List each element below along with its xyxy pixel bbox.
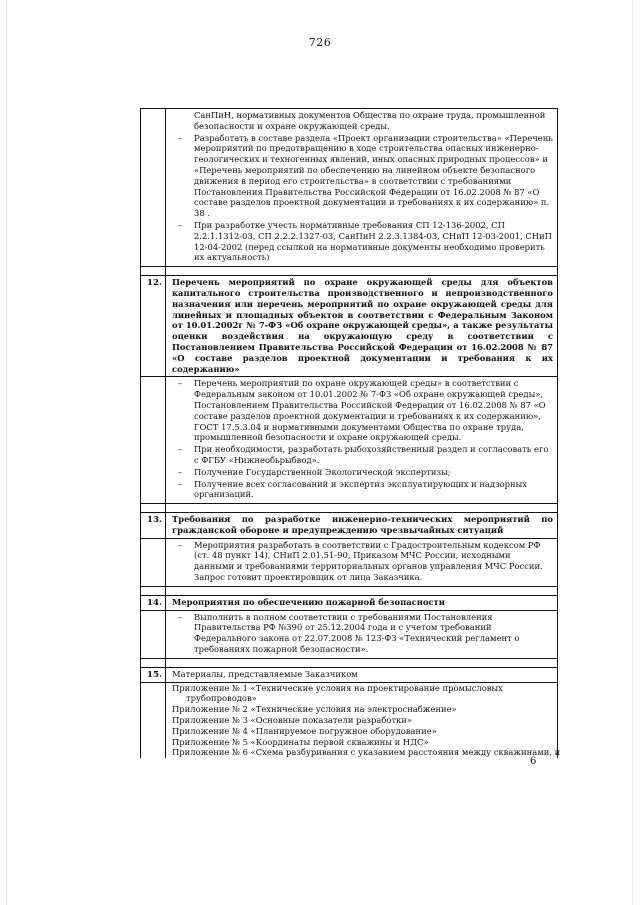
row-content (166, 611, 557, 658)
appendix-item: Приложение № 1 «Технические условия на проектирование промысловых (172, 682, 503, 693)
section-14-header (141, 596, 557, 610)
list-item (172, 467, 553, 478)
bullet-text: Разработать в составе раздела «Проект организации строительства» «Перечень мероприятий по предотвращению в ходе строительства опасных инженерно-геологических и техногенных явлений, иных опасных природных процессов» и «Перечень мероприятий по обеспечению на линейном объекте безопасного движения в период его строительства» в соответствии с требованиями Постановления Правительства Российской Федерации от 16.02.2008 № 87 «О составе разделов проектной документации и требованиях к их содержанию» п. 38 . (194, 132, 553, 219)
section-13-header (141, 513, 557, 538)
separator-cell (141, 504, 166, 512)
row-separator (141, 503, 557, 513)
list-item (172, 220, 553, 263)
list-item (172, 612, 553, 655)
dash-marker: – (178, 132, 183, 143)
list-item (172, 133, 553, 219)
row-content (166, 377, 557, 503)
section-13-body (141, 538, 557, 586)
appendix-item: Приложение № 3 «Основные показатели разработки» (172, 715, 413, 726)
row-number-cell (141, 539, 166, 586)
bullet-text: Получение Государственной Экологической экспертизы; (194, 466, 451, 477)
section-15-header (141, 668, 557, 682)
text-line: СанПиН, нормативных документов Общества по охране труда, промышленной безопасности и охране окружающей среды. (194, 110, 546, 131)
section-14-body (141, 610, 557, 658)
dash-marker: – (178, 478, 183, 489)
section-title: Материалы, представляемые Заказчиком (172, 668, 358, 679)
bullet-text: Мероприятия разработать в соответствии с Градостроительным кодексом РФ (ст. 48 пункт 14), СНиП 2.01.51-90, Приказом МЧС России, исходными данными и требованиями территориальных органов управления МЧС России. Запрос готовит проектировщик от лица Заказчика. (194, 539, 543, 583)
section-number: 14. (141, 596, 166, 610)
dash-marker: – (178, 219, 183, 230)
row-number-cell (141, 683, 166, 759)
row-separator (141, 586, 557, 596)
row-content (166, 539, 557, 586)
table-row-continued (141, 109, 557, 266)
appendix-item: Приложение № 5 «Координаты первой скважины и НДС» (172, 736, 429, 747)
section-title: Перечень мероприятий по охране окружающей среды для объектов капитального строительства производственного и непроизводственного назначения или перечень мероприятий по охране окружающей среды для линейных и площадных объектов в соответствии с Федеральным Законом от 10.01.2002г № 7-ФЗ «Об охране окружающей среды», а также результаты оценки воздействия на окружающую среду в соответствии с Постановлением Правительства Российской Федерации от 16.02.2008 № 87 «О составе разделов проектной документации и требования к их содержанию» (172, 277, 553, 374)
row-content (166, 109, 557, 266)
appendix-list (166, 683, 564, 759)
dash-marker: – (178, 611, 183, 622)
section-title: Требования по разработке инженерно-технических мероприятий по гражданской обороне и предупреждению чрезвычайных ситуаций (172, 514, 553, 535)
bullet-text: Выполнить в полном соответствии с требованиями Постановления Правительства РФ №390 от 25.12.2004 года и с учетом требований Федерального закона от 22.07.2008 № 123-ФЗ «Технический регламент о требованиях пожарной безопасности». (194, 611, 520, 655)
dash-marker: – (178, 466, 183, 477)
bullet-text: Перечень мероприятий по охране окружающей среды» в соответствии с Федеральным законом от 10.01.2002 № 7-ФЗ «Об охране окружающей среды», Постановлением Правительства Российской Федерации от 16.02.2008 № 87 «О составе разделов проектной документации и требованиях к их содержанию», ГОСТ 17.5.3.04 и нормативными документами Общества по охране труда, промышленной безопасности и охране окружающей среды. (194, 378, 546, 443)
list-item (172, 110, 553, 132)
separator-cell (141, 587, 166, 595)
bullet-text: При необходимости, разработать рыбохозяйственный раздел и согласовать его с ФГБУ «Нижнеобьрыбвод». (194, 444, 549, 465)
row-number-cell (141, 377, 166, 503)
list-item (172, 378, 553, 443)
page-number: 726 (308, 36, 332, 49)
bullet-text: Получение всех согласований и экспертиз эксплуатирующих и надзорных организаций. (194, 478, 528, 500)
section-15-body (141, 682, 561, 759)
row-separator (141, 266, 557, 276)
section-number: 12. (141, 276, 166, 376)
scan-edge-right (632, 0, 633, 905)
footer-page-number: 6 (530, 756, 537, 767)
dash-marker: – (178, 539, 183, 550)
section-number: 15. (141, 668, 166, 682)
scan-edge-left (6, 0, 7, 905)
section-12-body (141, 376, 557, 503)
list-item (172, 540, 553, 583)
appendix-item: Приложение № 2 «Технические условия на электроснабжение» (172, 704, 457, 715)
separator-cell (141, 659, 166, 667)
section-12-header (141, 276, 557, 376)
list-item (172, 479, 553, 501)
section-title: Мероприятия по обеспечению пожарной безопасности (172, 596, 445, 607)
requirements-table (140, 108, 561, 758)
row-number-cell (141, 109, 166, 266)
appendix-item: Приложение № 4 «Планируемое погружное оборудование» (172, 725, 437, 736)
appendix-item-cont: трубопроводов» (186, 693, 257, 704)
row-number-cell (141, 611, 166, 658)
section-number: 13. (141, 513, 166, 538)
row-separator (141, 658, 557, 668)
dash-marker: – (178, 444, 183, 455)
appendix-item: Приложение № 6 «Схема разбуривания с указанием расстояния между скважинами, и (172, 747, 561, 758)
dash-marker: – (178, 378, 183, 389)
list-item (172, 444, 553, 466)
separator-cell (141, 267, 166, 275)
bullet-text: При разработке учесть нормативные требования СП 12-136-2002, СП 2.2.1.1312-03, СП 2.2.2.1327-03, СанПиН 2.2.3.1384-03, СНиП 12-03-2001, СНиП 12-04-2002 (перед ссылкой на нормативные документы необходимо проверить их актуальность) (194, 219, 552, 263)
